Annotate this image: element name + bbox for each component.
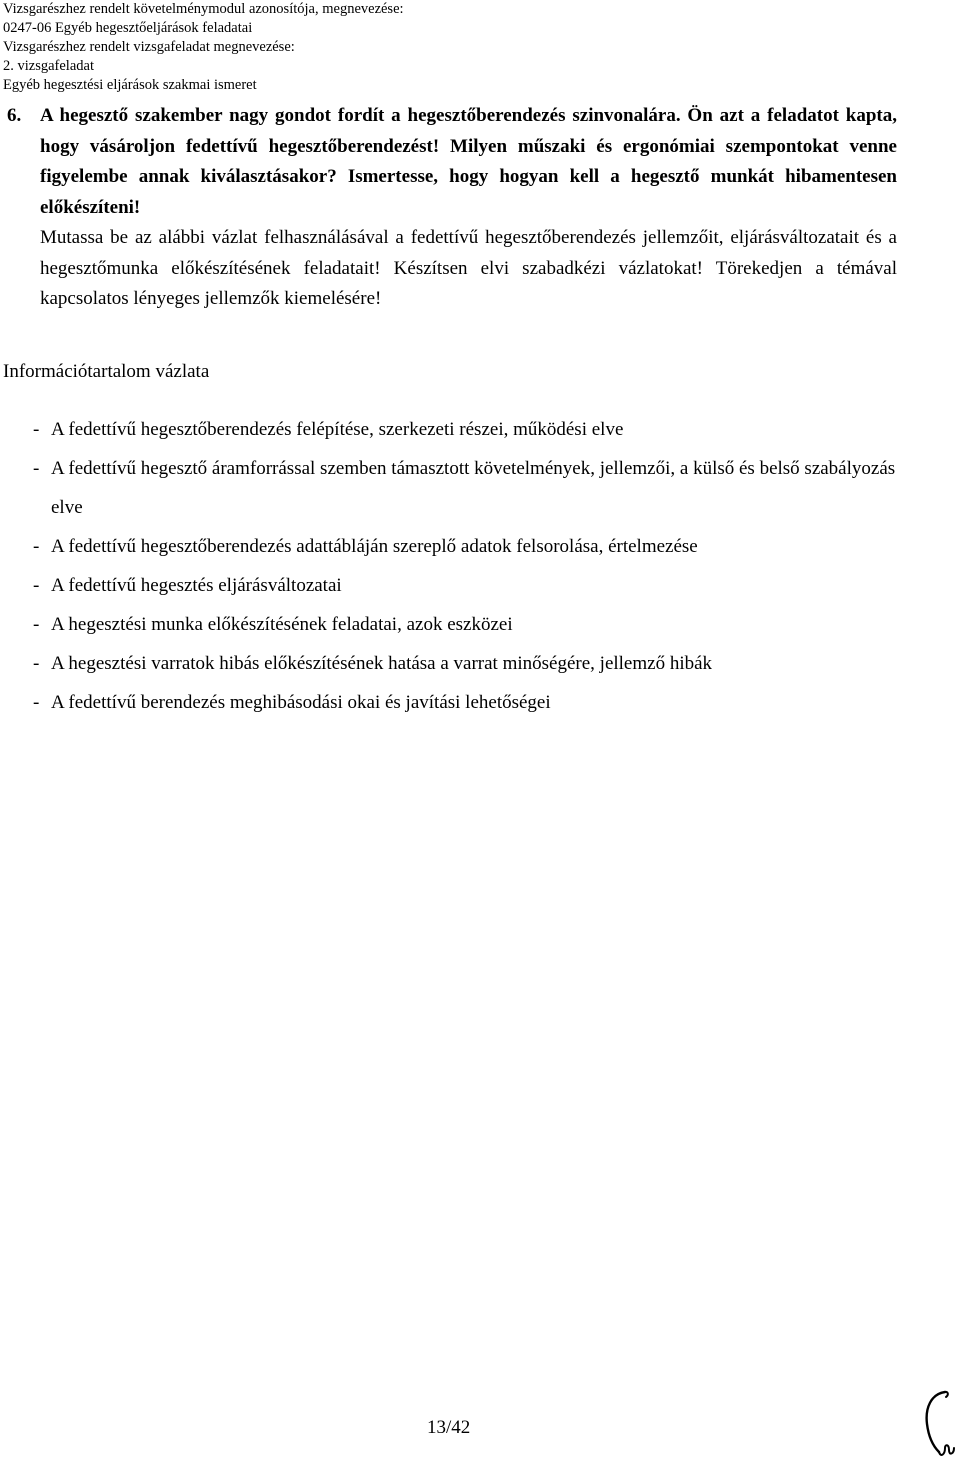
header-task-label: Vizsgarészhez rendelt vizsgafeladat megnevezése: (3, 39, 295, 55)
task-instructions: Mutassa be az alábbi vázlat felhasználásával a fedettívű hegesztőberendezés jellemzőit, eljárásváltozatait és a hegesztőmunka előkészítésének feladatait! Készítsen elvi szabadkézi vázlatokat! Törekedjen a témával kapcsolatos lényeges jellemzők kiemelésére! (40, 227, 897, 309)
outline-list (33, 410, 913, 722)
outline-item: - A hegesztési munka előkészítésének feladatai, azok eszközei (33, 605, 913, 644)
outline-item: - A fedettívű hegesztőberendezés adattábláján szereplő adatok felsorolása, értelmezése (33, 527, 913, 566)
task-description (7, 101, 897, 315)
page-number: 13/42 (427, 1417, 471, 1438)
outline-item: - A fedettívű hegesztés eljárásváltozatai (33, 566, 913, 605)
outline-item: - A fedettívű berendezés meghibásodási okai és javítási lehetőségei (33, 683, 913, 722)
header-module-label: Vizsgarészhez rendelt követelménymodul azonosítója, megnevezése: (3, 1, 404, 17)
header-task-name: Egyéb hegesztési eljárások szakmai ismeret (3, 77, 257, 93)
header-task-number: 2. vizsgafeladat (3, 58, 94, 74)
outline-item: - A fedettívű hegesztőberendezés felépítése, szerkezeti részei, működési elve (33, 410, 913, 449)
task-question: A hegesztő szakember nagy gondot fordít a hegesztőberendezés szinvonalára. Ön azt a feladatot kapta, hogy vásároljon fedettívű hegesztőberendezést! Milyen műszaki és ergonómiai szempontokat venne figyelembe annak kiválasztásakor? Ismertesse, hogy hogyan kell a hegesztő munkát hibamentesen előkészíteni! (40, 105, 897, 218)
task-number: 6. (7, 105, 22, 126)
c-logo-icon (921, 1388, 957, 1460)
document-header (3, 0, 404, 95)
outline-item: - A hegesztési varratok hibás előkészítésének hatása a varrat minőségére, jellemző hibák (33, 644, 913, 683)
outline-item: - A fedettívű hegesztő áramforrással szemben támasztott követelmények, jellemzői, a külső és belső szabályozás elve (33, 449, 913, 527)
outline-title: Információtartalom vázlata (3, 361, 210, 382)
header-module-name: 0247-06 Egyéb hegesztőeljárások feladatai (3, 20, 253, 36)
